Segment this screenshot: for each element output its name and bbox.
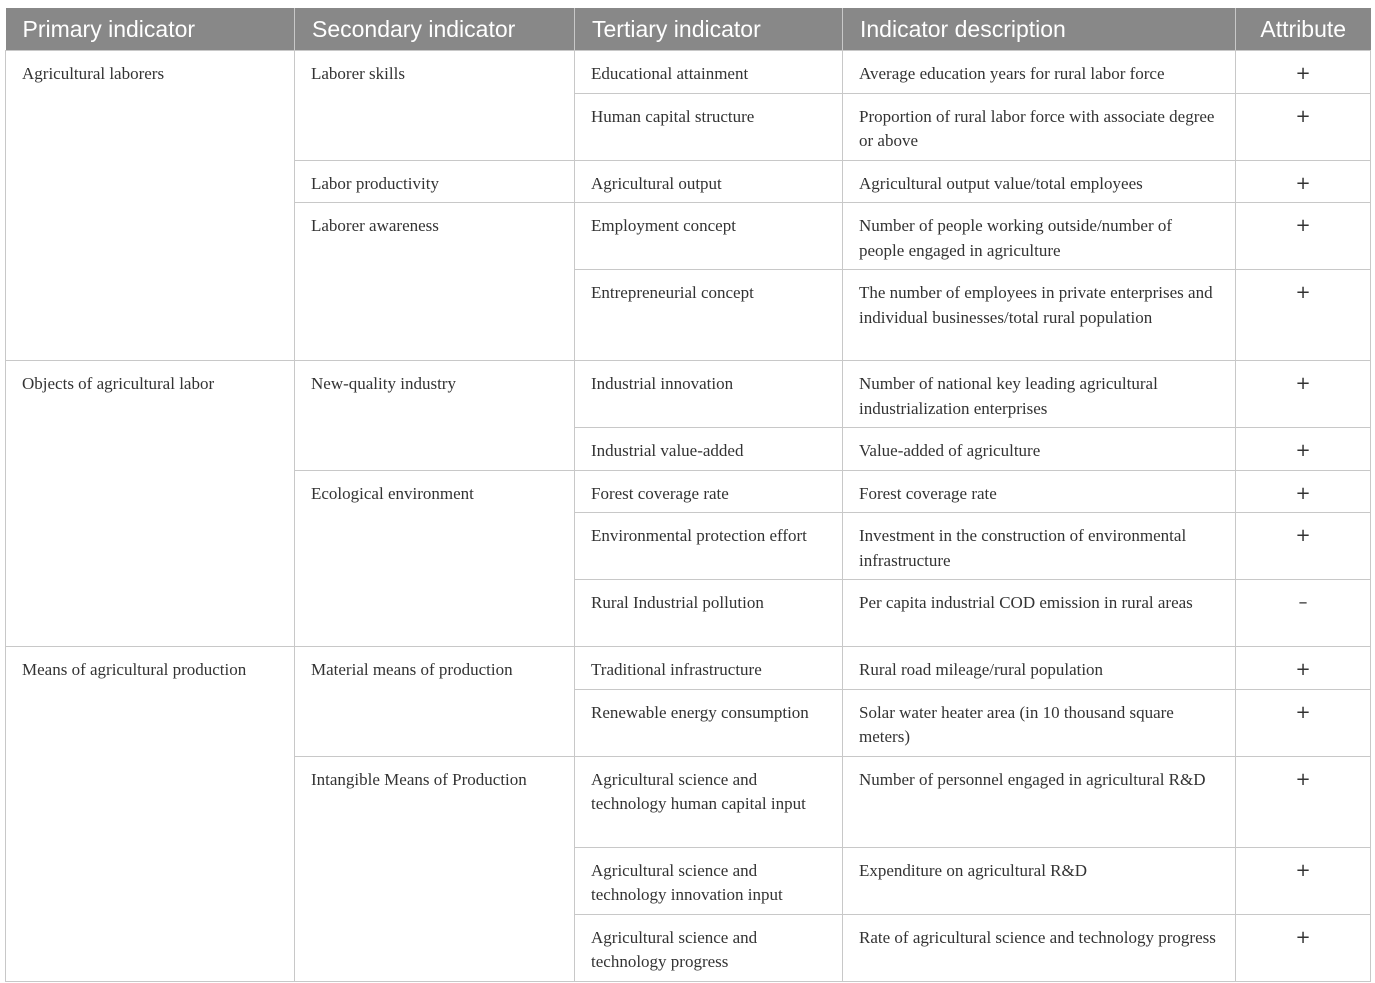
tertiary-indicator-cell: Educational attainment	[575, 51, 843, 94]
table-row	[6, 361, 1371, 428]
attribute-cell: +	[1236, 470, 1371, 513]
indicator-description-cell: Investment in the construction of environmental infrastructure	[843, 513, 1236, 580]
tertiary-indicator-cell: Employment concept	[575, 203, 843, 270]
indicator-description-cell: Expenditure on agricultural R&D	[843, 847, 1236, 914]
indicator-description-cell: Rural road mileage/rural population	[843, 647, 1236, 690]
secondary-indicator-cell: Material means of production	[295, 647, 575, 757]
indicator-description-cell: Value-added of agriculture	[843, 428, 1236, 471]
indicator-description-cell: Agricultural output value/total employees	[843, 160, 1236, 203]
secondary-indicator-cell: New-quality industry	[295, 361, 575, 471]
tertiary-indicator-cell: Rural Industrial pollution	[575, 580, 843, 647]
indicator-table	[5, 8, 1371, 982]
indicator-description-cell: Per capita industrial COD emission in rural areas	[843, 580, 1236, 647]
indicator-description-cell: Proportion of rural labor force with associate degree or above	[843, 93, 1236, 160]
tertiary-indicator-cell: Agricultural science and technology progress	[575, 914, 843, 981]
attribute-cell: +	[1236, 160, 1371, 203]
primary-indicator-cell: Means of agricultural production	[6, 647, 295, 982]
indicator-description-cell: Solar water heater area (in 10 thousand square meters)	[843, 689, 1236, 756]
header-description: Indicator description	[843, 8, 1236, 51]
indicator-description-cell: Rate of agricultural science and technology progress	[843, 914, 1236, 981]
attribute-cell: +	[1236, 847, 1371, 914]
indicator-description-cell: Number of personnel engaged in agricultural R&D	[843, 756, 1236, 847]
tertiary-indicator-cell: Agricultural science and technology human capital input	[575, 756, 843, 847]
header-secondary: Secondary indicator	[295, 8, 575, 51]
attribute-cell: +	[1236, 428, 1371, 471]
table-row	[6, 647, 1371, 690]
attribute-cell: +	[1236, 270, 1371, 361]
tertiary-indicator-cell: Industrial innovation	[575, 361, 843, 428]
indicator-description-cell: The number of employees in private enterprises and individual businesses/total rural population	[843, 270, 1236, 361]
tertiary-indicator-cell: Renewable energy consumption	[575, 689, 843, 756]
table-header	[6, 8, 1371, 51]
tertiary-indicator-cell: Agricultural output	[575, 160, 843, 203]
table-body	[6, 51, 1371, 982]
header-attribute: Attribute	[1236, 8, 1371, 51]
secondary-indicator-cell: Labor productivity	[295, 160, 575, 203]
indicator-description-cell: Average education years for rural labor force	[843, 51, 1236, 94]
tertiary-indicator-cell: Forest coverage rate	[575, 470, 843, 513]
primary-indicator-cell: Objects of agricultural labor	[6, 361, 295, 647]
tertiary-indicator-cell: Industrial value-added	[575, 428, 843, 471]
tertiary-indicator-cell: Entrepreneurial concept	[575, 270, 843, 361]
attribute-cell: –	[1236, 580, 1371, 647]
header-primary: Primary indicator	[6, 8, 295, 51]
attribute-cell: +	[1236, 361, 1371, 428]
indicator-description-cell: Forest coverage rate	[843, 470, 1236, 513]
header-tertiary: Tertiary indicator	[575, 8, 843, 51]
tertiary-indicator-cell: Environmental protection effort	[575, 513, 843, 580]
indicator-description-cell: Number of people working outside/number of people engaged in agriculture	[843, 203, 1236, 270]
tertiary-indicator-cell: Agricultural science and technology innovation input	[575, 847, 843, 914]
tertiary-indicator-cell: Traditional infrastructure	[575, 647, 843, 690]
attribute-cell: +	[1236, 51, 1371, 94]
secondary-indicator-cell: Laborer awareness	[295, 203, 575, 361]
primary-indicator-cell: Agricultural laborers	[6, 51, 295, 361]
secondary-indicator-cell: Ecological environment	[295, 470, 575, 647]
attribute-cell: +	[1236, 203, 1371, 270]
attribute-cell: +	[1236, 756, 1371, 847]
secondary-indicator-cell: Intangible Means of Production	[295, 756, 575, 981]
attribute-cell: +	[1236, 93, 1371, 160]
indicator-description-cell: Number of national key leading agricultural industrialization enterprises	[843, 361, 1236, 428]
tertiary-indicator-cell: Human capital structure	[575, 93, 843, 160]
attribute-cell: +	[1236, 513, 1371, 580]
attribute-cell: +	[1236, 914, 1371, 981]
attribute-cell: +	[1236, 689, 1371, 756]
secondary-indicator-cell: Laborer skills	[295, 51, 575, 161]
table-row	[6, 51, 1371, 94]
attribute-cell: +	[1236, 647, 1371, 690]
